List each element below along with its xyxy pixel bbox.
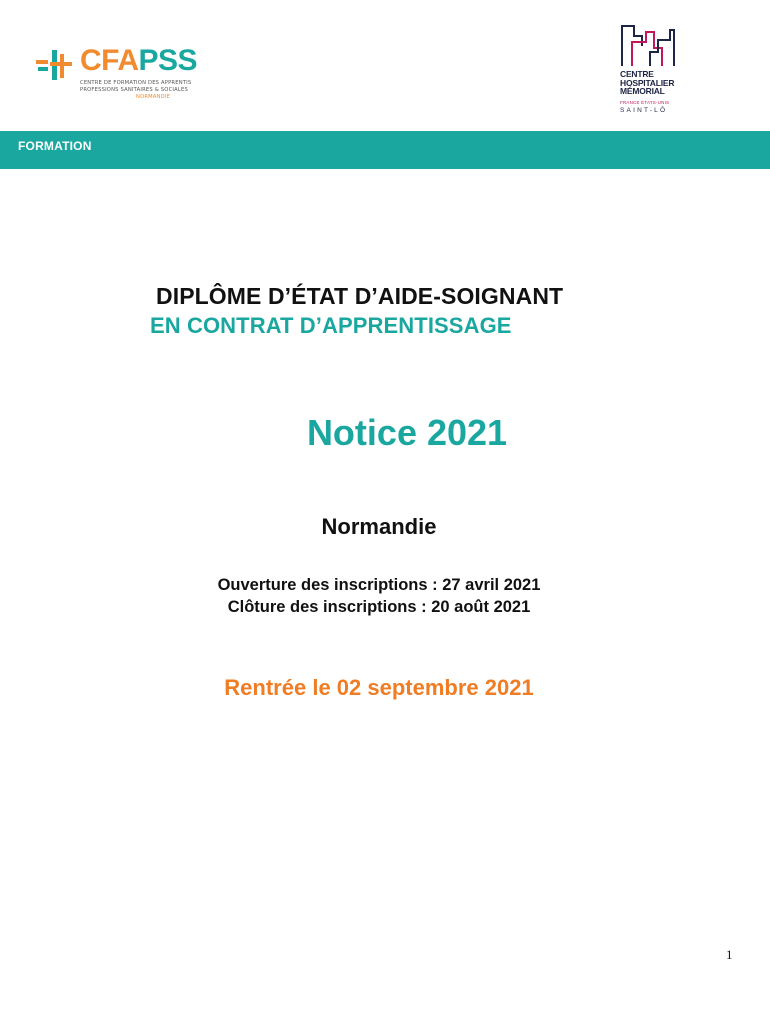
- hospital-logo: [612, 22, 684, 122]
- hospital-subtitle: FRANCE ÉTATS-UNIS: [620, 100, 670, 105]
- opening-date: Ouverture des inscriptions : 27 avril 2021: [217, 576, 541, 594]
- hospital-name-line1: CENTRE: [620, 69, 654, 79]
- registration-dates: [0, 574, 758, 618]
- closing-date: Clôture des inscriptions : 20 août 2021: [227, 598, 531, 616]
- cfapss-wordmark-part1: CFA: [80, 44, 139, 77]
- cfapss-wordmark: [80, 44, 197, 78]
- notice-title: Notice 2021: [306, 412, 508, 453]
- cfapss-logo: [36, 44, 216, 106]
- page-number: 1: [726, 947, 733, 962]
- formation-band: [0, 131, 770, 169]
- cfapss-wordmark-part2: PSS: [138, 44, 198, 77]
- contract-subtitle: EN CONTRAT D’APPRENTISSAGE: [150, 313, 512, 338]
- hospital-city: SAINT-LÔ: [620, 107, 668, 114]
- cfapss-tagline-line1: CENTRE DE FORMATION DES APPRENTIS: [80, 80, 192, 86]
- hospital-name-line2: HOSPITALIER: [620, 77, 675, 88]
- start-date: Rentrée le 02 septembre 2021: [224, 675, 534, 700]
- hospital-name: [620, 70, 674, 96]
- cfapss-tagline-region: NORMANDIE: [136, 94, 171, 100]
- hospital-name-line3: MÉMORIAL: [620, 86, 665, 96]
- band-label: FORMATION: [18, 139, 92, 153]
- cfapss-plus-icon: [36, 48, 74, 82]
- hospital-building-icon: [620, 22, 676, 68]
- cfapss-tagline-line2: PROFESSIONS SANITAIRES & SOCIALES: [80, 87, 188, 93]
- diploma-title: DIPLÔME D’ÉTAT D’AIDE-SOIGNANT: [156, 283, 564, 309]
- cfapss-tagline: [80, 80, 191, 101]
- region-title: Normandie: [321, 514, 437, 539]
